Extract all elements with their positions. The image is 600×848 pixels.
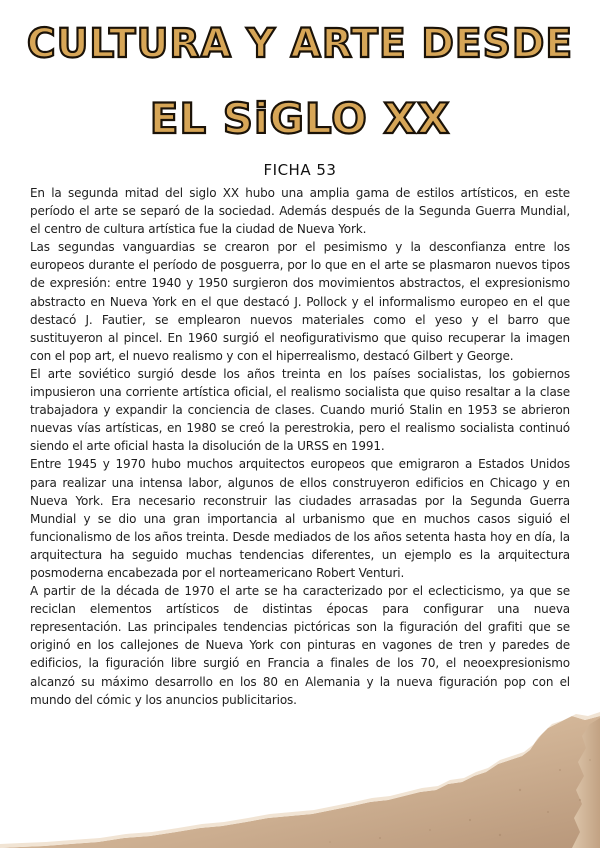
paragraph: En la segunda mitad del siglo XX hubo una amplia gama de estilos artísticos, en este período el arte se separó de la sociedad. Además después de la Segunda Guerra Mundial, el centro de cultura artística fue la ciudad de Nueva York.: [30, 186, 570, 237]
paragraph: A partir de la década de 1970 el arte se ha caracterizado por el eclecticismo, ya que se reciclan elementos artísticos de distintas épocas para configurar una nueva representación. Las principales tendencias pictóricas son la figuración del grafiti que se originó en los callejones de Nueva York con pinturas en vagones de tren y paredes de edificios, la figuración libre surgió en Francia a finales de los 70, el neoexpresionismo alcanzó su máximo desarrollo en los 80 en Alemania y la nueva figuración pop con el mundo del cómic y los anuncios publicitarios.: [30, 584, 570, 707]
page-title-line2: EL SiGLO XX: [149, 94, 451, 143]
paragraph: Entre 1945 y 1970 hubo muchos arquitectos europeos que emigraron a Estados Unidos para realizar una intensa labor, algunos de ellos construyeron edificios en Chicago y en Nueva York. Era necesario reconstruir las ciudades arrasadas por la Segunda Guerra Mundial y se dio una gran importancia al urbanismo que en muchos casos siguió el funcionalismo de los años treinta. Desde mediados de los años setenta hasta hoy en día, la arquitectura ha seguido muchas tendencias diferentes, un ejemplo es la arquitectura posmoderna encabezada por el norteamericano Robert Venturi.: [30, 457, 570, 580]
paragraph: Las segundas vanguardias se crearon por el pesimismo y la desconfianza entre los europeos durante el período de posguerra, por lo que en el arte se plasmaron nuevos tipos de expresión: entre 1940 y 1950 surgieron dos movimientos abstractos, el expresionismo abstracto en Nueva York en el que destacó J. Pollock y el informalismo europeo en el que destacó J. Fautier, se emplearon nuevos materiales como el yeso y el barro que sustituyeron al pincel. En 1960 surgió el neofigurativismo que quiso recuperar la imagen con el pop art, el nuevo realismo y con el hiperrealismo, destacó Gilbert y George.: [30, 240, 570, 363]
body-text: [30, 184, 570, 709]
page-title-line1: CULTURA Y ARTE DESDE: [26, 21, 574, 67]
worksheet-number: FICHA 53: [263, 161, 337, 179]
paragraph: El arte soviético surgió desde los años treinta en los países socialistas, los gobiernos impusieron una corriente artística oficial, el realismo socialista que quiso resaltar a la clase trabajadora y expandir la conciencia de clases. Cuando murió Stalin en 1953 se abrieron nuevas vías artísticas, en 1980 se creó la perestrokia, pero el realismo socialista continuó siendo el arte oficial hasta la disolución de la URSS en 1991.: [30, 366, 570, 454]
